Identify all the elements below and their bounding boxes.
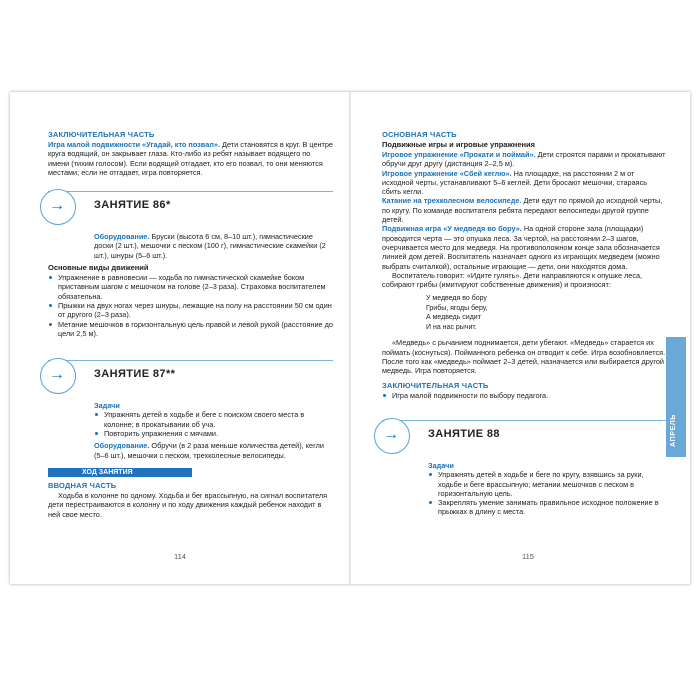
poem bbox=[382, 294, 667, 332]
lesson-87-title: ЗАНЯТИЕ 87** bbox=[94, 368, 176, 381]
lesson-86-equipment bbox=[94, 232, 333, 260]
arrow-right-icon: → bbox=[374, 418, 410, 454]
month-tab-label: АПРЕЛЬ bbox=[670, 414, 677, 447]
exercise-2 bbox=[382, 169, 667, 197]
exercise-text: Дети строятся парами и прокатывают обручи друг другу (дистанция 2–2,5 м). bbox=[382, 150, 666, 169]
exercise-label: Катание на трехколесном велосипеде. bbox=[382, 196, 522, 206]
lesson-88-block bbox=[382, 461, 667, 517]
left-page bbox=[48, 130, 333, 519]
equipment-label: Оборудование. bbox=[94, 232, 150, 242]
closing-heading: ЗАКЛЮЧИТЕЛЬНАЯ ЧАСТЬ bbox=[48, 130, 155, 139]
right-page bbox=[382, 130, 667, 517]
exercise-text: На площадке, на расстоянии 2 м от исходной черты, устанавливают 5–6 кеглей. Дети бросают мешочки, стараясь сбить кегли. bbox=[382, 168, 648, 197]
exercise-label: Подвижная игра «У медведя во бору». bbox=[382, 224, 522, 234]
page-number-right: 115 bbox=[522, 552, 534, 561]
tasks-label: Задачи bbox=[428, 460, 454, 470]
closing-heading-right: ЗАКЛЮЧИТЕЛЬНАЯ ЧАСТЬ bbox=[382, 380, 489, 390]
lesson-87-tasks bbox=[94, 410, 333, 438]
poem-line: У медведя во бору bbox=[426, 295, 487, 303]
month-tab bbox=[666, 337, 686, 457]
exercise-text: На одной стороне зала (площадки) проводится черта — это опушка леса. За чертой, на расстоянии 2–3 шагов, очерчивается место для медведя. На противоположном конце зала обозначается линией дом детей. Воспитатель назначает одного из играющих медведем (можно выбрать считалкой), остальные играющие — дети, они находятся дома. bbox=[382, 224, 660, 271]
arrow-right-icon: → bbox=[40, 358, 76, 394]
movements-heading: Основные виды движений bbox=[48, 263, 149, 273]
lesson-87-equipment bbox=[94, 441, 333, 460]
intro-heading: ВВОДНАЯ ЧАСТЬ bbox=[48, 480, 117, 490]
poem-line: И на нас рычит. bbox=[426, 323, 477, 331]
book-spine bbox=[349, 92, 351, 584]
arrow-right-icon: → bbox=[40, 189, 76, 225]
movements-list bbox=[48, 273, 333, 338]
lesson-87-header bbox=[48, 360, 333, 397]
list-item: Прыжки на двух ногах через шнуры, лежащие на полу на расстоянии 50 см один от другого (2–3 раза). bbox=[48, 301, 333, 320]
exercise-1 bbox=[382, 150, 667, 169]
lesson-87-block bbox=[48, 401, 333, 460]
lesson-88-title: ЗАНЯТИЕ 88 bbox=[428, 427, 500, 440]
list-item: Игра малой подвижности по выбору педагога. bbox=[382, 391, 667, 400]
equipment-text: Обручи (в 2 раза меньше количества детей), кегли (5–6 шт.), мешочки с песком, трехколесные велосипеды. bbox=[94, 441, 324, 460]
exercise-4-text-2: Воспитатель говорит: «Идите гулять». Дети направляются к опушке леса, собирают грибы (имитируют собственные движения) и произносят: bbox=[382, 270, 643, 290]
list-item: Упражнять детей в ходьбе и беге с поиском своего места в колонне; в прокатывании об уча. bbox=[94, 410, 333, 429]
tasks-label: Задачи bbox=[94, 401, 120, 411]
poem-line: Грибы, ягоды беру, bbox=[426, 304, 488, 312]
closing-list bbox=[382, 391, 667, 400]
games-heading: Подвижные игры и игровые упражнения bbox=[382, 140, 536, 149]
exercise-3 bbox=[382, 196, 667, 224]
list-item: Метание мешочков в горизонтальную цель правой и левой рукой (расстояние до цели 2,5 м). bbox=[48, 320, 333, 339]
closing-game bbox=[48, 140, 333, 177]
list-item: Закреплять умение занимать правильное исходное положение в прыжках в длину с места. bbox=[428, 498, 667, 517]
lesson-86-equipment-block bbox=[48, 232, 333, 260]
equipment-text: Бруски (высота 6 см, 8–10 шт.), гимнастические доски (2 шт.), мешочки с песком (100 г), гимнастические скамейки (2 шт.), шнуры (5–6 шт.). bbox=[94, 232, 326, 260]
poem-line: А медведь сидит bbox=[426, 314, 481, 322]
closing-game-label: Игра малой подвижности «Угадай, кто позвал». bbox=[48, 140, 220, 149]
lesson-88-header bbox=[382, 420, 667, 457]
lesson-86-header bbox=[48, 191, 333, 228]
exercise-4-text-3: «Медведь» с рычанием поднимается, дети убегают. «Медведь» старается их поймать (коснуться). Пойманного ребенка он отводит к себе. Игра возобновляется. После того как «медведь» поймает 2–3 детей, назначается или выбирается другой медведь. Игра повторяется. bbox=[382, 338, 666, 376]
lesson-86-title: ЗАНЯТИЕ 86* bbox=[94, 199, 171, 212]
closing-game-text: Дети становятся в круг. В центре круга водящий, он закрывает глаза. Кто-либо из ребят называет водящего по имени (тихим голосом). Если водящий отгадает, кто его позвал, то они меняются местами; если не отгадает, игра повторяется. bbox=[48, 140, 333, 177]
equipment-label: Оборудование. bbox=[94, 441, 150, 451]
exercise-text: Дети едут по прямой до исходной черты, по кругу. По команде воспитателя ребята передают велосипеды другой группе детей. bbox=[382, 196, 663, 225]
page-number-left: 114 bbox=[174, 552, 186, 561]
main-heading: ОСНОВНАЯ ЧАСТЬ bbox=[382, 130, 457, 139]
exercise-4 bbox=[382, 224, 667, 270]
intro-text: Ходьба в колонне по одному. Ходьба и бег врассыпную, на сигнал воспитателя дети перестраиваются в колонну и по ходу движения каждый ребенок находит в ней свое место. bbox=[48, 490, 328, 519]
course-bar: ХОД ЗАНЯТИЯ bbox=[48, 468, 192, 477]
list-item: Упражнение в равновесии — ходьба по гимнастической скамейке боком приставным шагом с мешочком на голове (2–3 раза). Страховка воспитателем обязательна. bbox=[48, 273, 333, 301]
lesson-88-tasks bbox=[428, 470, 667, 516]
exercise-label: Игровое упражнение «Сбей кеглю». bbox=[382, 168, 512, 178]
list-item: Упражнять детей в ходьбе и беге по кругу, взявшись за руки, ходьбе и беге врассыпную; метании мешочков с песком в горизонтальную цель. bbox=[428, 470, 667, 498]
list-item: Повторить упражнения с мячами. bbox=[94, 429, 333, 438]
exercise-label: Игровое упражнение «Прокати и поймай». bbox=[382, 150, 536, 159]
